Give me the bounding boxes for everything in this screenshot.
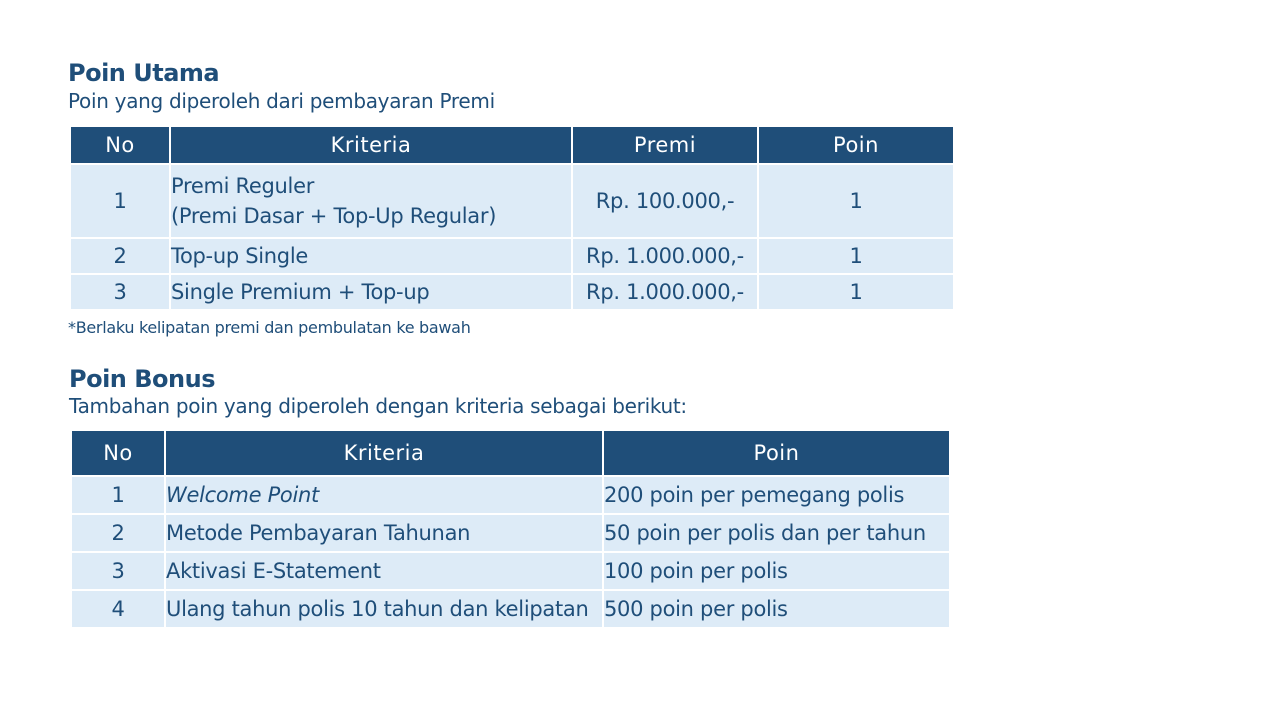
table-row	[70, 238, 954, 274]
row-premi: Rp. 1.000.000,-	[572, 238, 758, 274]
table-row	[71, 476, 950, 514]
row-kriteria: Top-up Single	[170, 238, 572, 274]
header-no: No	[70, 126, 170, 164]
table-row	[71, 552, 950, 590]
poin-utama-table	[69, 125, 955, 311]
poin-bonus-subtitle: Tambahan poin yang diperoleh dengan kriteria sebagai berikut:	[69, 394, 687, 418]
row-kriteria: Welcome Point	[165, 476, 603, 514]
row-no: 4	[71, 590, 165, 628]
row-poin: 100 poin per polis	[603, 552, 950, 590]
table-row	[70, 274, 954, 310]
row-poin: 1	[758, 238, 954, 274]
row-poin: 1	[758, 274, 954, 310]
header-no: No	[71, 430, 165, 476]
header-kriteria: Kriteria	[170, 126, 572, 164]
header-kriteria: Kriteria	[165, 430, 603, 476]
row-poin: 200 poin per pemegang polis	[603, 476, 950, 514]
row-kriteria: Metode Pembayaran Tahunan	[165, 514, 603, 552]
row-kriteria: Single Premium + Top-up	[170, 274, 572, 310]
header-poin: Poin	[758, 126, 954, 164]
poin-utama-title: Poin Utama	[68, 59, 220, 87]
row-kriteria	[170, 164, 572, 238]
kriteria-line-2: (Premi Dasar + Top-Up Regular)	[171, 204, 497, 228]
kriteria-line-1: Premi Reguler	[171, 174, 315, 198]
table-header-row	[70, 126, 954, 164]
poin-bonus-table	[70, 429, 951, 629]
row-no: 1	[70, 164, 170, 238]
row-no: 2	[71, 514, 165, 552]
poin-bonus-title: Poin Bonus	[69, 365, 215, 393]
table-row	[71, 514, 950, 552]
row-no: 3	[71, 552, 165, 590]
row-premi: Rp. 1.000.000,-	[572, 274, 758, 310]
poin-utama-note: *Berlaku kelipatan premi dan pembulatan ke bawah	[68, 318, 471, 337]
header-poin: Poin	[603, 430, 950, 476]
row-no: 3	[70, 274, 170, 310]
row-no: 1	[71, 476, 165, 514]
header-premi: Premi	[572, 126, 758, 164]
row-kriteria: Aktivasi E-Statement	[165, 552, 603, 590]
row-poin: 1	[758, 164, 954, 238]
row-poin: 50 poin per polis dan per tahun	[603, 514, 950, 552]
table-row	[70, 164, 954, 238]
row-poin: 500 poin per polis	[603, 590, 950, 628]
table-header-row	[71, 430, 950, 476]
row-kriteria: Ulang tahun polis 10 tahun dan kelipatan	[165, 590, 603, 628]
row-no: 2	[70, 238, 170, 274]
row-premi: Rp. 100.000,-	[572, 164, 758, 238]
table-row	[71, 590, 950, 628]
poin-utama-subtitle: Poin yang diperoleh dari pembayaran Premi	[68, 89, 495, 113]
